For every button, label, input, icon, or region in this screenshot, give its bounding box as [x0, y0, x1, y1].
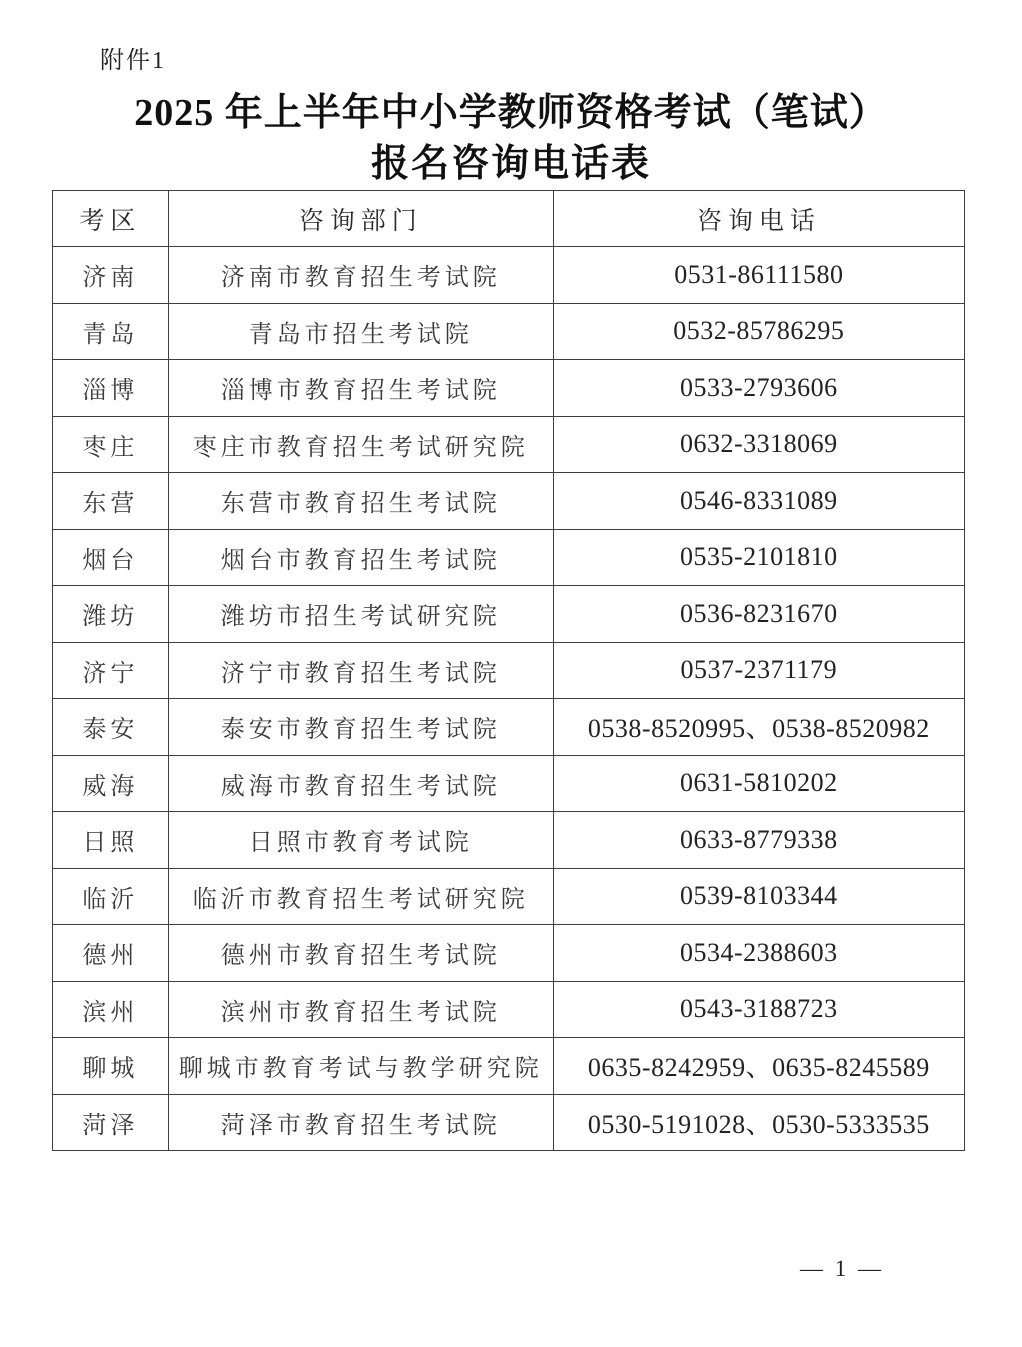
region-cell: 泰安 [53, 699, 169, 756]
phone-cell: 0532-85786295 [553, 303, 964, 360]
department-cell: 济南市教育招生考试院 [168, 247, 553, 304]
phone-cell: 0632-3318069 [553, 416, 964, 473]
phone-cell: 0530-5191028、0530-5333535 [553, 1094, 964, 1151]
table-row [53, 755, 965, 812]
region-cell: 滨州 [53, 981, 169, 1038]
table-row [53, 473, 965, 530]
department-cell: 德州市教育招生考试院 [168, 925, 553, 982]
phone-cell: 0531-86111580 [553, 247, 964, 304]
region-cell: 济南 [53, 247, 169, 304]
attachment-label: 附件1 [100, 48, 166, 74]
phone-cell: 0537-2371179 [553, 642, 964, 699]
phone-cell: 0543-3188723 [553, 981, 964, 1038]
department-cell: 日照市教育考试院 [168, 812, 553, 869]
phone-cell: 0536-8231670 [553, 586, 964, 643]
region-cell: 淄博 [53, 360, 169, 417]
region-cell: 日照 [53, 812, 169, 869]
table-row [53, 247, 965, 304]
table-row [53, 303, 965, 360]
header-row [53, 191, 965, 247]
department-cell: 烟台市教育招生考试院 [168, 529, 553, 586]
region-cell: 德州 [53, 925, 169, 982]
phone-table [52, 190, 965, 1151]
table-row [53, 868, 965, 925]
table-body [53, 247, 965, 1151]
table-row [53, 699, 965, 756]
region-cell: 东营 [53, 473, 169, 530]
col-header-phone: 咨询电话 [553, 191, 964, 247]
phone-cell: 0546-8331089 [553, 473, 964, 530]
col-header-department: 咨询部门 [168, 191, 553, 247]
region-cell: 济宁 [53, 642, 169, 699]
department-cell: 菏泽市教育招生考试院 [168, 1094, 553, 1151]
department-cell: 滨州市教育招生考试院 [168, 981, 553, 1038]
department-cell: 济宁市教育招生考试院 [168, 642, 553, 699]
table-row [53, 642, 965, 699]
phone-cell: 0633-8779338 [553, 812, 964, 869]
region-cell: 聊城 [53, 1038, 169, 1095]
region-cell: 临沂 [53, 868, 169, 925]
region-cell: 威海 [53, 755, 169, 812]
phone-cell: 0534-2388603 [553, 925, 964, 982]
table-row [53, 1094, 965, 1151]
department-cell: 东营市教育招生考试院 [168, 473, 553, 530]
col-header-region: 考区 [53, 191, 169, 247]
page-title-line1: 2025 年上半年中小学教师资格考试（笔试） [134, 92, 888, 134]
region-cell: 枣庄 [53, 416, 169, 473]
department-cell: 威海市教育招生考试院 [168, 755, 553, 812]
table-row [53, 1038, 965, 1095]
department-cell: 泰安市教育招生考试院 [168, 699, 553, 756]
phone-cell: 0533-2793606 [553, 360, 964, 417]
phone-cell: 0539-8103344 [553, 868, 964, 925]
region-cell: 潍坊 [53, 586, 169, 643]
phone-cell: 0635-8242959、0635-8245589 [553, 1038, 964, 1095]
department-cell: 青岛市招生考试院 [168, 303, 553, 360]
table-header [53, 191, 965, 247]
page-title [0, 88, 1022, 190]
phone-cell: 0538-8520995、0538-8520982 [553, 699, 964, 756]
department-cell: 潍坊市招生考试研究院 [168, 586, 553, 643]
table-row [53, 529, 965, 586]
table-row [53, 925, 965, 982]
table-row [53, 812, 965, 869]
region-cell: 菏泽 [53, 1094, 169, 1151]
department-cell: 淄博市教育招生考试院 [168, 360, 553, 417]
department-cell: 枣庄市教育招生考试研究院 [168, 416, 553, 473]
table-row [53, 416, 965, 473]
table-row [53, 981, 965, 1038]
table-row [53, 360, 965, 417]
phone-cell: 0631-5810202 [553, 755, 964, 812]
table-row [53, 586, 965, 643]
region-cell: 青岛 [53, 303, 169, 360]
phone-cell: 0535-2101810 [553, 529, 964, 586]
department-cell: 聊城市教育考试与教学研究院 [168, 1038, 553, 1095]
department-cell: 临沂市教育招生考试研究院 [168, 868, 553, 925]
region-cell: 烟台 [53, 529, 169, 586]
page-number: — 1 — [800, 1256, 884, 1281]
page-title-line2: 报名咨询电话表 [370, 143, 651, 185]
